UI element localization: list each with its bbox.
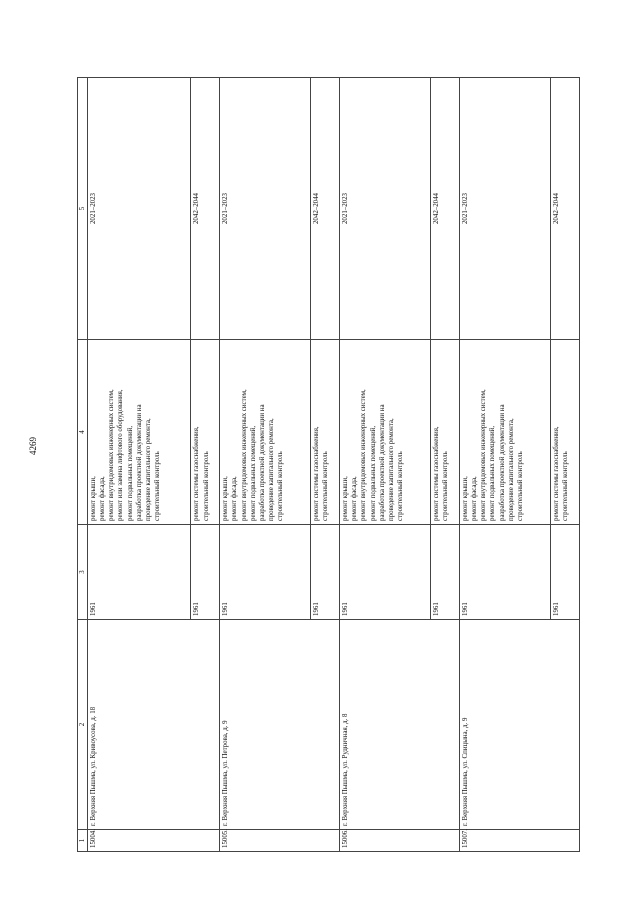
column-number: 4 [78, 340, 88, 525]
building-address: г. Верхняя Пышма, ул. Спицына, д. 9 [460, 620, 580, 830]
planned-period: 2042–2044 [551, 78, 580, 340]
column-number: 5 [78, 78, 88, 340]
planned-period: 2042–2044 [431, 78, 460, 340]
table-row [340, 78, 431, 852]
repair-works [551, 340, 580, 525]
building-address: г. Верхняя Пышма, ул. Кривоусова, д. 18 [88, 620, 220, 830]
repair-works [220, 340, 311, 525]
repair-work-item: строительный контроль [153, 451, 161, 521]
repair-work-item: ремонт системы газоснабжения, [553, 426, 561, 521]
repair-works [431, 340, 460, 525]
table-row [88, 78, 191, 852]
building-number: 15005. [220, 830, 340, 852]
construction-year: 1961 [460, 525, 551, 620]
column-number: 1 [78, 830, 88, 852]
repair-work-item: ремонт системы газоснабжения, [193, 426, 201, 521]
repair-work-item: строительный контроль [516, 451, 524, 521]
repair-work-item: ремонт крыши, [222, 476, 230, 521]
construction-year: 1961 [88, 525, 191, 620]
repair-work-item: проведение капитального ремонта, [144, 418, 152, 521]
construction-year: 1961 [220, 525, 311, 620]
building-number: 15006. [340, 830, 460, 852]
column-number: 3 [78, 525, 88, 620]
repair-work-item: разработка проектной документации на [378, 404, 386, 521]
repair-works [88, 340, 191, 525]
planned-period: 2021–2023 [220, 78, 311, 340]
repair-work-item: строительный контроль [442, 451, 450, 521]
planned-period: 2021–2023 [460, 78, 551, 340]
repair-schedule-table [77, 77, 580, 852]
planned-period: 2042–2044 [311, 78, 340, 340]
repair-work-item: разработка проектной документации на [135, 404, 143, 521]
repair-work-item: ремонт фасада, [99, 476, 107, 521]
repair-work-item: ремонт фасада, [471, 476, 479, 521]
repair-work-item: ремонт внутридомовых инженерных систем, [480, 389, 488, 521]
repair-work-item: строительный контроль [396, 451, 404, 521]
repair-work-item: строительный контроль [322, 451, 330, 521]
rotated-table-wrapper [77, 77, 580, 852]
table-row [460, 78, 551, 852]
planned-period: 2042–2044 [191, 78, 220, 340]
building-address: г. Верхняя Пышма, ул. Петрова, д. 9 [220, 620, 340, 830]
repair-work-item: ремонт подвальных помещений, [369, 425, 377, 521]
repair-work-item: ремонт системы газоснабжения, [433, 426, 441, 521]
repair-work-item: строительный контроль [562, 451, 570, 521]
repair-work-item: ремонт фасада, [231, 476, 239, 521]
repair-works [311, 340, 340, 525]
repair-work-item: ремонт подвальных помещений, [249, 425, 257, 521]
repair-works [460, 340, 551, 525]
table-body [88, 78, 580, 852]
building-number: 15004. [88, 830, 220, 852]
construction-year: 1961 [340, 525, 431, 620]
table-row [220, 78, 311, 852]
column-number: 2 [78, 620, 88, 830]
repair-work-item: строительный контроль [202, 451, 210, 521]
repair-work-item: проведение капитального ремонта, [387, 418, 395, 521]
repair-work-item: ремонт внутридомовых инженерных систем, [360, 389, 368, 521]
page-number: 4269 [28, 437, 38, 455]
repair-work-item: проведение капитального ремонта, [507, 418, 515, 521]
repair-work-item: проведение капитального ремонта, [267, 418, 275, 521]
repair-work-item: ремонт системы газоснабжения, [313, 426, 321, 521]
construction-year: 1961 [431, 525, 460, 620]
column-number-row [78, 78, 88, 852]
construction-year: 1961 [551, 525, 580, 620]
repair-work-item: строительный контроль [277, 451, 285, 521]
repair-work-item: ремонт крыши, [342, 476, 350, 521]
repair-work-item: разработка проектной документации на [258, 404, 266, 521]
repair-work-item: разработка проектной документации на [498, 404, 506, 521]
building-address: г. Верхняя Пышма, ул. Рудничная, д. 8 [340, 620, 460, 830]
repair-work-item: ремонт крыши, [90, 476, 98, 521]
repair-work-item: ремонт подвальных помещений, [126, 425, 134, 521]
construction-year: 1961 [311, 525, 340, 620]
repair-works [340, 340, 431, 525]
planned-period: 2021–2023 [88, 78, 191, 340]
repair-work-item: ремонт фасада, [351, 476, 359, 521]
repair-work-item: ремонт подвальных помещений, [489, 425, 497, 521]
planned-period: 2021–2023 [340, 78, 431, 340]
repair-works [191, 340, 220, 525]
repair-work-item: ремонт крыши, [462, 476, 470, 521]
repair-work-item: ремонт или замена лифтового оборудования, [117, 389, 125, 521]
repair-work-item: ремонт внутридомовых инженерных систем, [108, 389, 116, 521]
building-number: 15007. [460, 830, 580, 852]
construction-year: 1961 [191, 525, 220, 620]
repair-work-item: ремонт внутридомовых инженерных систем, [240, 389, 248, 521]
